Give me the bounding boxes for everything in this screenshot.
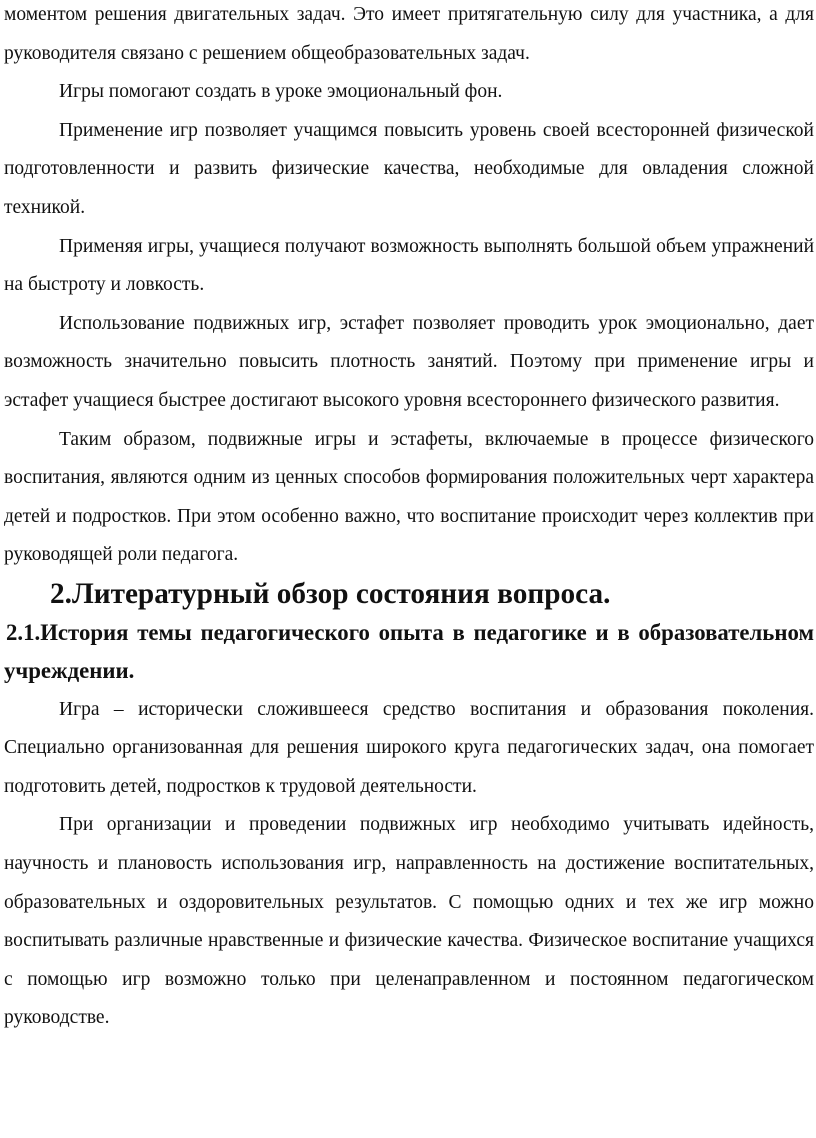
subsection-heading: 2.1.История темы педагогического опыта в педагогике и в образовательном учреждении. [4, 619, 814, 684]
paragraph-game-history: Игра – исторически сложившееся средство воспитания и образования поколения. Специально организованная для решения широкого круга педагогических задач, она помогает подготовить детей, подростков к трудовой деятельности. [4, 698, 814, 797]
section-heading: 2.Литературный обзор состояния вопроса. [50, 577, 611, 610]
paragraph-speed-agility: Применяя игры, учащиеся получают возможность выполнять большой объем упражнений на быстроту и ловкость. [4, 235, 814, 296]
document-page [4, 0, 814, 1038]
paragraph-conclusion: Таким образом, подвижные игры и эстафеты, включаемые в процессе физического воспитания, являются одним из ценных способов формирования положительных черт характера детей и подростков. При этом особенно важно, что воспитание происходит через коллектив при руководящей роли педагога. [4, 428, 814, 566]
paragraph-relays: Использование подвижных игр, эстафет позволяет проводить урок эмоционально, дает возможность значительно повысить плотность занятий. Поэтому при применение игры и эстафет учащиеся быстрее достигают высокого уровня всестороннего физического развития. [4, 312, 814, 411]
paragraph-organization: При организации и проведении подвижных игр необходимо учитывать идейность, научность и плановость использования игр, направленность на достижение воспитательных, образовательных и оздоровительных результатов. С помощью одних и тех же игр можно воспитывать различные нравственные и физические качества. Физическое воспитание учащихся с помощью игр возможно только при целенаправленном и постоянном педагогическом руководстве. [4, 814, 814, 1029]
paragraph-emotional-background: Игры помогают создать в уроке эмоциональный фон. [59, 81, 503, 103]
paragraph-continuation: моментом решения двигательных задач. Это имеет притягательную силу для участника, а для руководителя связано с решением общеобразовательных задач. [4, 4, 814, 64]
paragraph-games-application: Применение игр позволяет учащимся повысить уровень своей всесторонней физической подготовленности и развить физические качества, необходимые для овладения сложной техникой. [4, 119, 814, 218]
